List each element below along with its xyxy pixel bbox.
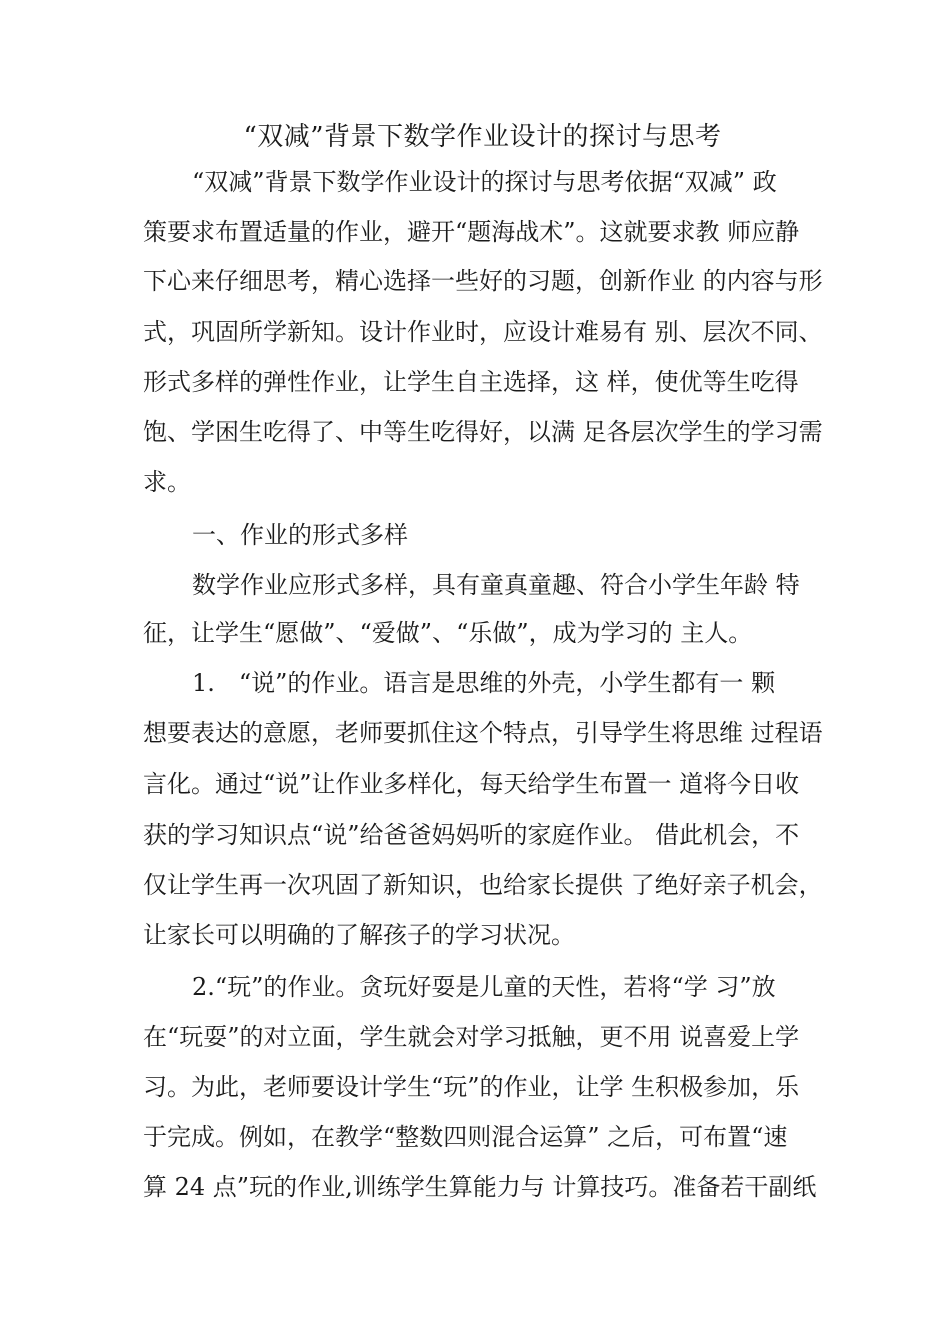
paragraph-line: 言化。通过“说”让作业多样化，每天给学生布置一 道将今日收 [143,770,800,798]
paragraph-line: 让家长可以明确的了解孩子的学习状况。 [143,921,575,949]
paragraph-line: 想要表达的意愿，老师要抓住这个特点，引导学生将思维 过程语 [143,719,823,747]
paragraph-line: 仅让学生再一次巩固了新知识，也给家长提供 了绝好亲子机会， [143,871,823,899]
document-title: “双减”背景下数学作业设计的探讨与思考 [243,122,722,152]
paragraph-line: 式，巩固所学新知。设计作业时，应设计难易有 别、层次不同、 [143,318,823,346]
paragraph-line: 数学作业应形式多样，具有童真童趣、符合小学生年龄 特 [192,571,800,599]
paragraph-line: 求。 [143,468,191,496]
paragraph-line: 下心来仔细思考，精心选择一些好的习题，创新作业 的内容与形 [143,267,823,295]
paragraph-line: 策要求布置适量的作业，避开“题海战术”。这就要求教 师应静 [143,218,800,246]
paragraph-line: 习。为此，老师要设计学生“玩”的作业，让学 生积极参加，乐 [143,1073,800,1101]
paragraph-line: 饱、学困生吃得了、中等生吃得好，以满 足各层次学生的学习需 [143,418,823,446]
paragraph-line: 在“玩耍”的对立面，学生就会对学习抵触，更不用 说喜爱上学 [143,1023,800,1051]
paragraph-line: 1. “说”的作业。语言是思维的外壳，小学生都有一 颗 [192,669,776,697]
paragraph-line: 形式多样的弹性作业，让学生自主选择，这 样，使优等生吃得 [143,368,799,396]
section-heading: 一、作业的形式多样 [192,521,408,549]
paragraph-line: 算 24 点”玩的作业,训练学生算能力与 计算技巧。准备若干副纸 [143,1173,817,1201]
paragraph-line: 2.“玩”的作业。贪玩好耍是儿童的天性，若将“学 习”放 [192,973,776,1001]
paragraph-line: 征，让学生“愿做”、“爱做”、“乐做”，成为学习的 主人。 [143,619,753,647]
paragraph-line: 于完成。例如，在教学“整数四则混合运算” 之后，可布置“速 [143,1123,788,1151]
paragraph-line: “双减”背景下数学作业设计的探讨与思考依据“双减” 政 [192,168,777,196]
paragraph-line: 获的学习知识点“说”给爸爸妈妈听的家庭作业。 借此机会，不 [143,821,800,849]
